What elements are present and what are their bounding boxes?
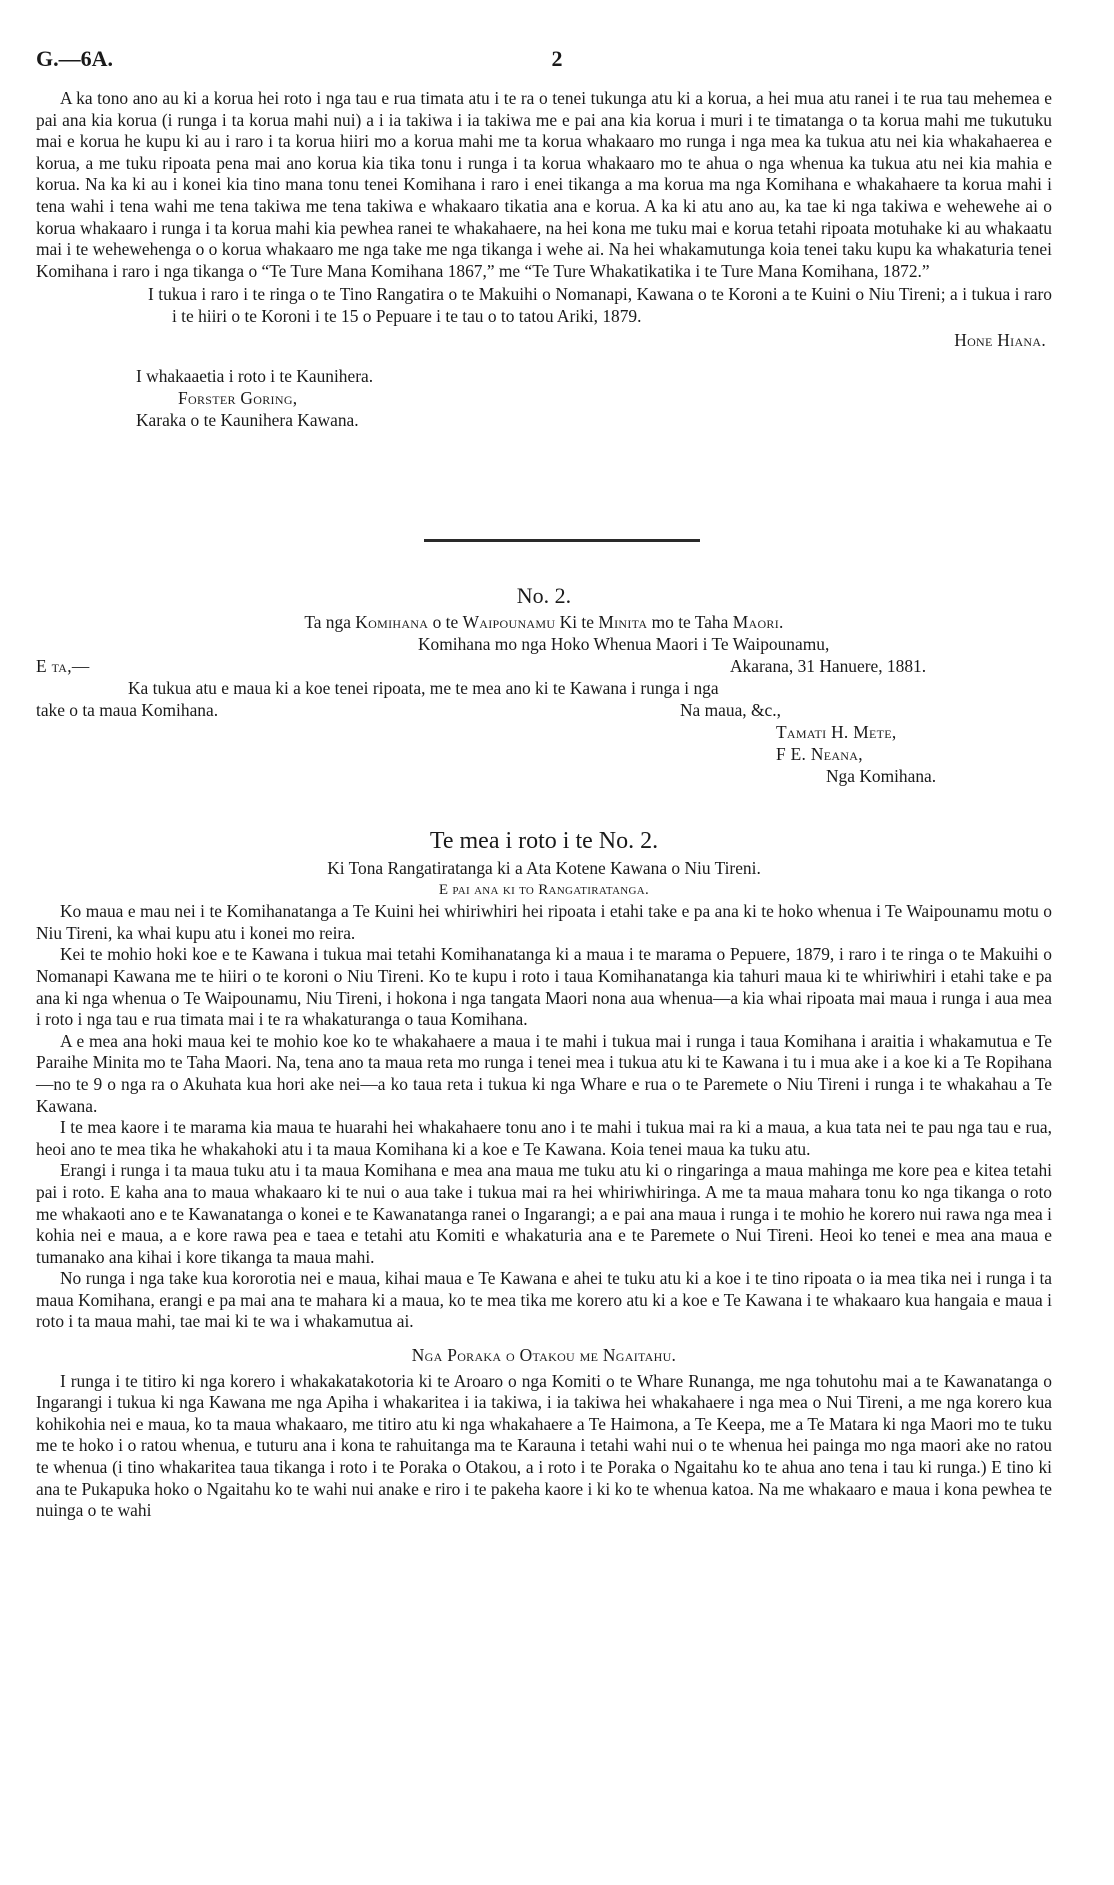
clerk-name: Forster Goring, [178, 387, 298, 408]
subheading-mid: o te [432, 612, 459, 632]
signatory-2: F E. Neana, [776, 743, 863, 764]
letter1-body: A ka tono ano au ki a korua hei roto i nga tau e rua timata atu i te ra o tenei tukunga atu ki a korua, a hei mua atu ranei i te rua tau mehemea e pai ana kia korua (i runga i ta korua mahi nui) a i ia takiwa i ia takiwa me e pai ana kia korua i muri i te timatanga o ta korua mahi me tukutuku mai e korua he kupu ki au i raro i ta korua hiiri mo a korua mahi me ta korua whakaaro mo runga i nga mea ka tukua atu nei kia whakahaerea e korua, a me tuku ripoata pena mai ano korua kia tika tonu i runga i ta korua whakaaro mo te ahua o nga whenua ka tukua atu nei kia mahia e korua. Na ka ki au i konei kia tino mana tonu tenei Komihana i raro i enei tikanga a ma korua ma nga Komihana e whakahaere ta korua mahi i tena wahi i tena wahi me tena takiwa me tena takiwa e whakaaro tikatia ana e korua. A ka ki atu ano au, ka tae ki nga takiwa e wehewehe ai o korua whakaaro i runga i ta korua mahi kia pewhea ranei te whakahaere, na hei kona me tuku mai e korua tetahi ripoata motuhake ki au whakaatu mai i te wehewehenga o o korua whakaaro me nga take me nga tikanga i wehe ai. Na hei whakamutunga koia tenei taku kupu ka whakaturia tenei Komihana i raro i nga tikanga o “Te Ture Mana Komihana 1867,” me “Te Ture Whakatikatika i te Ture Mana Komihana, 1872.” [36, 88, 1052, 281]
signatories-title: Nga Komihana. [826, 765, 937, 786]
enclosure-paragraph-2: Kei te mohio hoki koe e te Kawana i tukua mai tetahi Komihanatanga ki a maua i te marama o Pepuere, 1879, i raro i te ringa o te Makuihi o Nomanapi Kawana me te hiiri o te koroni o Niu Tireni. Ko te kupu i roto i taua Komihanatanga kia tahuri maua ki te whiriwhiri i etahi take e pa ana ki nga whenua o Te Waipounamu, Niu Tireni, i hokona i nga tangata Maori nona aua whenua—a kia whai ripoata mai maua i runga i aua mea i roto i nga tau e rua timata mai i te ra whakaturanga o taua Komihana. [36, 944, 1052, 1030]
enclosure-block [36, 826, 1052, 1522]
enclosure-addressee: Ki Tona Rangatiratanga ki a Ata Kotene Kawana o Niu Tireni. [327, 858, 761, 878]
enclosure-paragraph-5: Erangi i runga i ta maua tuku atu i ta maua Komihana e mea ana maua me tuku atu ki o ringaringa a maua mahinga me kore pea e kitea tetahi pai i roto. E kaha ana to maua whakaaro ki te nui o aua take i tukua mai ra hei whiriwhiringa. A me ta maua mahara tonu ko nga tikanga o roto me whakaoti ano e te Kawanatanga o konei e te Kawanatanga ranei o Ingarangi; a e pai ana maua i runga i te mohio he korero nui rawa nga mea i kohia nei e maua, a e kore rawa pea e taea e tetahi atu Komiti e whakaturia ana e te Paremete o Nui Tireni. Heoi ko tenei e mea ana maua e tumanako ana kihai i kore tikanga ta maua mahi. [36, 1160, 1052, 1267]
document-reference: G.—6A. [36, 46, 113, 71]
no2-heading: No. 2. [516, 583, 572, 608]
enclosure-title: Te mea i roto i te No. 2. [429, 828, 659, 854]
address-line1: Komihana mo nga Hoko Whenua Maori i Te Waipounamu, [418, 633, 830, 654]
letter1-given: I tukua i raro i te ringa o te Tino Rangatira o te Makuihi o Nomanapi, Kawana o te Koroni a te Kuini o Niu Tireni; a i tukua i raro i te hiiri o te Koroni i te 15 o Pepuare i te tau o to tatou Ariki, 1879. [148, 284, 1052, 326]
enclosure-paragraph-1: Ko maua e mau nei i te Komihanatanga a Te Kuini hei whiriwhiri hei ripoata i etahi take e pa ana ki te hoko whenua i Te Waipounamu motu o Niu Tireni, ka whai kupu atu i konei mo reira. [36, 901, 1052, 943]
running-head [36, 46, 1078, 76]
subheading-komihana: Komihana [355, 612, 429, 632]
section-divider [424, 539, 700, 542]
enclosure-paragraph-4: I te mea kaore i te marama kia maua te huarahi hei whakahaere tonu ano i te mahi i tukua mai ra ki a maua, a kua tata nei te pau nga tau e rua, heoi ano te mea tika he whakahoki atu i ta maua Komihana ki a koe e Te Kawana. Koia tenei maua ka tuku atu. [36, 1117, 1052, 1159]
subheading-pre: Ta nga [304, 612, 351, 632]
letter1-approved: I whakaaetia i roto i te Kaunihera. [136, 365, 374, 386]
clerk-title: Karaka o te Kaunihera Kawana. [136, 409, 359, 430]
page-number: 2 [551, 46, 563, 71]
signatory-1: Tamati H. Mete, [776, 721, 897, 742]
section-heading: Nga Poraka o Otakou me Ngaitahu. [411, 1345, 677, 1366]
no2-body-line1: Ka tukua atu e maua ki a koe tenei ripoata, me te mea ano ki te Kawana i runga i nga [128, 677, 719, 698]
letter1-body-block [36, 88, 1052, 432]
no2-subheading [36, 612, 1052, 634]
subheading-ki: Ki te [559, 612, 594, 632]
subheading-post: mo te Taha [651, 612, 729, 632]
no2-closing: Na maua, &c., [680, 699, 781, 720]
subheading-minita: Minita [598, 612, 648, 632]
enclosure-paragraph-6: No runga i nga take kua kororotia nei e maua, kihai maua e Te Kawana e ahei te tuku atu ki a koe i te tino ripoata o ia mea tika nei i runga i ta maua Komihana, erangi e pa mai ana te mahara ki a maua, ko te mea tika me korero atu ki a koe e Te Kawana i te whakaaro kua hangaia e maua i roto i ta maua mahi, tae mai ki te wa i whakamutua ai. [36, 1268, 1052, 1332]
salutation: E ta,— [36, 655, 90, 676]
enclosure-greeting: E pai ana ki to Rangatiratanga. [438, 881, 650, 898]
subheading-waipounamu: Waipounamu [462, 612, 556, 632]
no2-body-line2: take o ta maua Komihana. [36, 699, 219, 720]
letter1-signature: Hone Hiana. [954, 329, 1046, 350]
enclosure-final-paragraph: I runga i te titiro ki nga korero i whakakatakotoria ki te Aroaro o nga Komiti o te Whare Runanga, me nga tohutohu mai a te Kawanatanga o Ingarangi i tukua ki nga Kawana me nga Apiha i whakaritea i ia takiwa, i ia takiwa hei whakahaere i nga mea o Nui Tireni, a me nga korero kua kohikohia nei e maua, ko ta maua whakaaro, me titiro atu ki nga whakahaere a Te Haimona, a Te Keepa, me a Te Matara ki nga Maori mo te tuku me te hoko i o ratou whenua, e tuturu ana i kona te rahuitanga ma te Karauna i tetahi wahi nui o te whenua hei painga mo nga maori ake no ratou te whenua (i tino whakaritea taua tikanga i roto i te Poraka o Otakou, a i roto i te Poraka o Ngaitahu ko te ahua ano tena i tau ki runga.) E tino ki ana te Pukapuka hoko o Ngaitahu ko te wahi nui anake e riro i te pakeha kaore i ki ko te whenua katoa. Na me whakaaro e maua i kona pewhea te nuinga o te wahi [36, 1370, 1052, 1521]
enclosure-paragraph-3: A e mea ana hoki maua kei te mohio koe ko te whakahaere a maua i te mahi i tukua mai i runga i taua Komihana i araitia i whakamutua e Te Paraihe Minita mo te Taha Maori. Na, tena ano ta maua reta mo runga i tenei mea i tukua atu ki te Kawana i tu i mua ake i a koe ki a Te Ropihana—no te 9 o nga ra o Akuhata kua hori ake nei—a ko taua reta i tukua ki nga Whare e rua o te Paremete o Niu Tireni i runga i te whakahau a Te Kawana. [36, 1030, 1052, 1116]
subheading-maori: Maori. [732, 612, 784, 632]
address-line2: Akarana, 31 Hanuere, 1881. [730, 655, 927, 676]
no2-block [36, 582, 1052, 788]
